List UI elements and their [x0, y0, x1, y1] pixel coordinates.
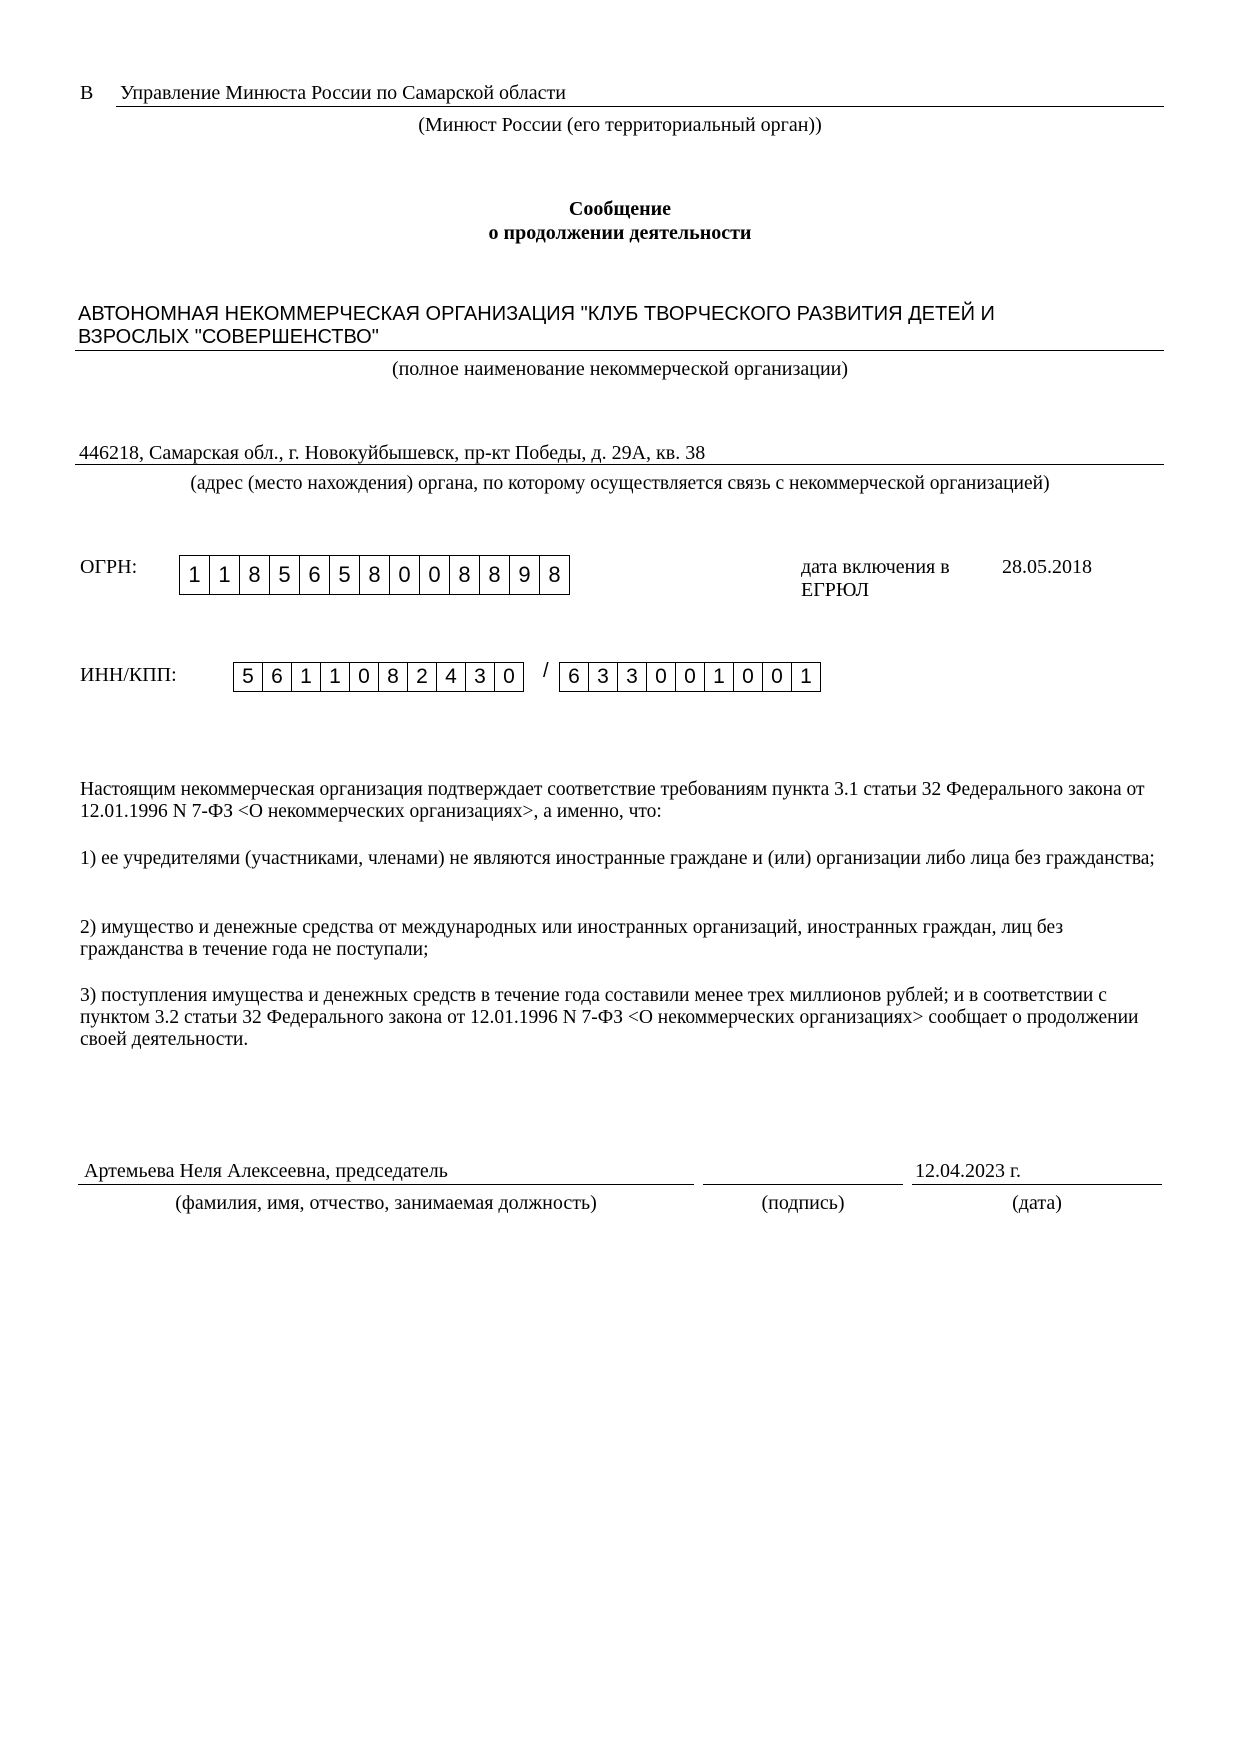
- inn-digit-cell: 0: [495, 662, 524, 692]
- authority-underline: [116, 106, 1164, 107]
- organization-underline: [75, 350, 1164, 351]
- statement-item-2: 2) имущество и денежные средства от международных или иностранных организаций, иностранных граждан, лиц без гражданства в течение года не поступали;: [80, 917, 1064, 960]
- ogrn-digit-cell: 9: [510, 555, 540, 595]
- kpp-digit-cell: 3: [589, 662, 618, 692]
- signature-caption: (подпись): [761, 1192, 845, 1214]
- doc-subtitle: о продолжении деятельности: [488, 222, 752, 244]
- authority-name: Управление Минюста России по Самарской области: [120, 82, 566, 104]
- ogrn-digit-cell: 8: [480, 555, 510, 595]
- inn-digit-cell: 6: [263, 662, 292, 692]
- ogrn-digit-cell: 5: [270, 555, 300, 595]
- registration-date-label-line2: ЕГРЮЛ: [801, 579, 870, 601]
- statement-item-3: 3) поступления имущества и денежных средств в течение года составили менее трех миллионов рублей; и в соответствии с пунктом 3.2 статьи 32 Федерального закона от 12.01.1996 N 7-ФЗ <О некоммерческих организациях> сообщает о продолжении своей деятельности.: [80, 985, 1139, 1050]
- addressee-prefix: В: [80, 82, 94, 104]
- authority-caption: (Минюст России (его территориальный орган)): [418, 114, 822, 136]
- ogrn-digit-cell: 5: [330, 555, 360, 595]
- organization-caption: (полное наименование некоммерческой организации): [391, 358, 849, 380]
- signer-caption: (фамилия, имя, отчество, занимаемая должность): [175, 1192, 597, 1214]
- signer-name-position: Артемьева Неля Алексеевна, председатель: [84, 1160, 448, 1182]
- organization-address: 446218, Самарская обл., г. Новокуйбышевск, пр-кт Победы, д. 29А, кв. 38: [79, 442, 706, 464]
- registration-date-value: 28.05.2018: [1002, 556, 1092, 578]
- kpp-digit-cell: 3: [618, 662, 647, 692]
- ogrn-digit-cell: 1: [179, 555, 210, 595]
- inn-kpp-label: ИНН/КПП:: [80, 664, 177, 686]
- ogrn-digit-cell: 8: [240, 555, 270, 595]
- address-underline: [75, 464, 1164, 465]
- inn-digit-cells: [233, 662, 524, 692]
- ogrn-digit-cells: [179, 555, 570, 595]
- doc-title: Сообщение: [568, 198, 672, 220]
- organization-name-line1: АВТОНОМНАЯ НЕКОММЕРЧЕСКАЯ ОРГАНИЗАЦИЯ "КЛУБ ТВОРЧЕСКОГО РАЗВИТИЯ ДЕТЕЙ И: [78, 303, 995, 325]
- inn-digit-cell: 4: [437, 662, 466, 692]
- registration-date-label-line1: дата включения в: [801, 556, 950, 578]
- inn-digit-cell: 1: [321, 662, 350, 692]
- kpp-digit-cell: 0: [647, 662, 676, 692]
- ogrn-digit-cell: 1: [210, 555, 240, 595]
- kpp-digit-cell: 6: [559, 662, 589, 692]
- inn-digit-cell: 3: [466, 662, 495, 692]
- kpp-digit-cell: 1: [792, 662, 821, 692]
- kpp-digit-cells: [559, 662, 821, 692]
- kpp-digit-cell: 0: [763, 662, 792, 692]
- signer-underline: [78, 1184, 694, 1185]
- date-caption: (дата): [1012, 1192, 1062, 1214]
- ogrn-digit-cell: 0: [390, 555, 420, 595]
- statement-intro: Настоящим некоммерческая организация подтверждает соответствие требованиям пункта 3.1 статьи 32 Федерального закона от 12.01.1996 N 7-ФЗ <О некоммерческих организациях>, а именно, что:: [80, 779, 1145, 822]
- inn-digit-cell: 5: [233, 662, 263, 692]
- ogrn-digit-cell: 0: [420, 555, 450, 595]
- date-underline: [912, 1184, 1162, 1185]
- ogrn-digit-cell: 8: [450, 555, 480, 595]
- inn-kpp-separator: /: [543, 660, 549, 682]
- inn-digit-cell: 0: [350, 662, 379, 692]
- ogrn-digit-cell: 8: [360, 555, 390, 595]
- kpp-digit-cell: 1: [705, 662, 734, 692]
- organization-name-line2: ВЗРОСЛЫХ "СОВЕРШЕНСТВО": [78, 326, 379, 348]
- ogrn-digit-cell: 8: [540, 555, 570, 595]
- inn-digit-cell: 1: [292, 662, 321, 692]
- kpp-digit-cell: 0: [676, 662, 705, 692]
- signature-underline: [703, 1184, 903, 1185]
- address-caption: (адрес (место нахождения) органа, по которому осуществляется связь с некоммерческой организацией): [190, 473, 1050, 494]
- inn-digit-cell: 8: [379, 662, 408, 692]
- kpp-digit-cell: 0: [734, 662, 763, 692]
- inn-digit-cell: 2: [408, 662, 437, 692]
- signing-date: 12.04.2023 г.: [915, 1160, 1021, 1182]
- ogrn-digit-cell: 6: [300, 555, 330, 595]
- ogrn-label: ОГРН:: [80, 556, 138, 578]
- statement-item-1: 1) ее учредителями (участниками, членами) не являются иностранные граждане и (или) организации либо лица без гражданства;: [80, 848, 1155, 869]
